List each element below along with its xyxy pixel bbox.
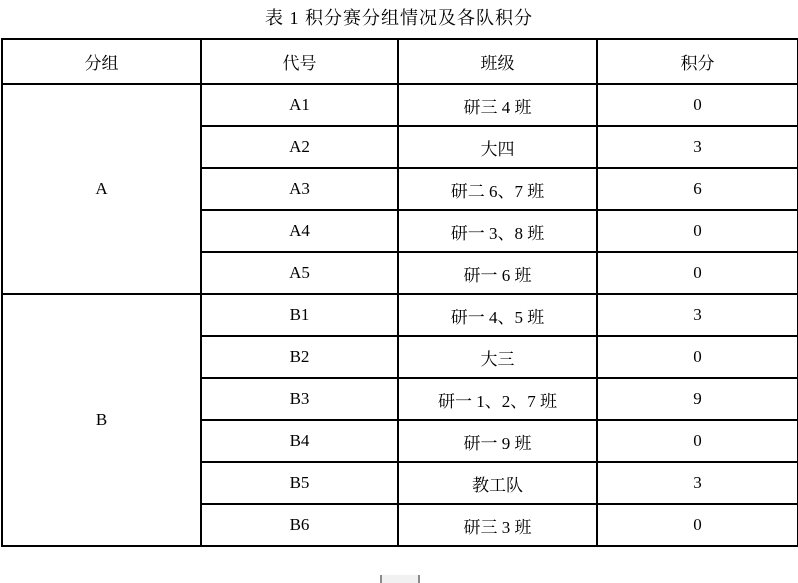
scrollbar-thumb[interactable]: [380, 575, 420, 583]
points-cell: 0: [597, 504, 798, 546]
class-cell: 研一 1、2、7 班: [398, 378, 597, 420]
class-cell: 研三 3 班: [398, 504, 597, 546]
points-table: [1, 38, 798, 547]
points-cell: 0: [597, 336, 798, 378]
header-row: [2, 39, 798, 84]
points-cell: 6: [597, 168, 798, 210]
code-cell: B5: [201, 462, 398, 504]
code-cell: B2: [201, 336, 398, 378]
code-cell: A3: [201, 168, 398, 210]
table-caption: 表 1 积分赛分组情况及各队积分: [265, 8, 533, 28]
points-cell: 9: [597, 378, 798, 420]
class-cell: 研二 6、7 班: [398, 168, 597, 210]
class-cell: 教工队: [398, 462, 597, 504]
class-cell: 研一 3、8 班: [398, 210, 597, 252]
code-cell: A5: [201, 252, 398, 294]
points-cell: 0: [597, 252, 798, 294]
points-cell: 3: [597, 294, 798, 336]
points-cell: 3: [597, 126, 798, 168]
table-row: [2, 294, 798, 336]
code-cell: A4: [201, 210, 398, 252]
code-cell: B4: [201, 420, 398, 462]
points-cell: 0: [597, 210, 798, 252]
code-cell: A2: [201, 126, 398, 168]
code-cell: B1: [201, 294, 398, 336]
header-points: 积分: [597, 39, 798, 84]
points-cell: 0: [597, 84, 798, 126]
class-cell: 大四: [398, 126, 597, 168]
header-code: 代号: [201, 39, 398, 84]
class-cell: 研三 4 班: [398, 84, 597, 126]
points-cell: 0: [597, 420, 798, 462]
header-group: 分组: [2, 39, 201, 84]
table-row: [2, 84, 798, 126]
group-cell-b: B: [2, 294, 201, 546]
class-cell: 研一 9 班: [398, 420, 597, 462]
header-class: 班级: [398, 39, 597, 84]
class-cell: 大三: [398, 336, 597, 378]
class-cell: 研一 6 班: [398, 252, 597, 294]
code-cell: B3: [201, 378, 398, 420]
class-cell: 研一 4、5 班: [398, 294, 597, 336]
points-cell: 3: [597, 462, 798, 504]
group-cell-a: A: [2, 84, 201, 294]
code-cell: B6: [201, 504, 398, 546]
code-cell: A1: [201, 84, 398, 126]
